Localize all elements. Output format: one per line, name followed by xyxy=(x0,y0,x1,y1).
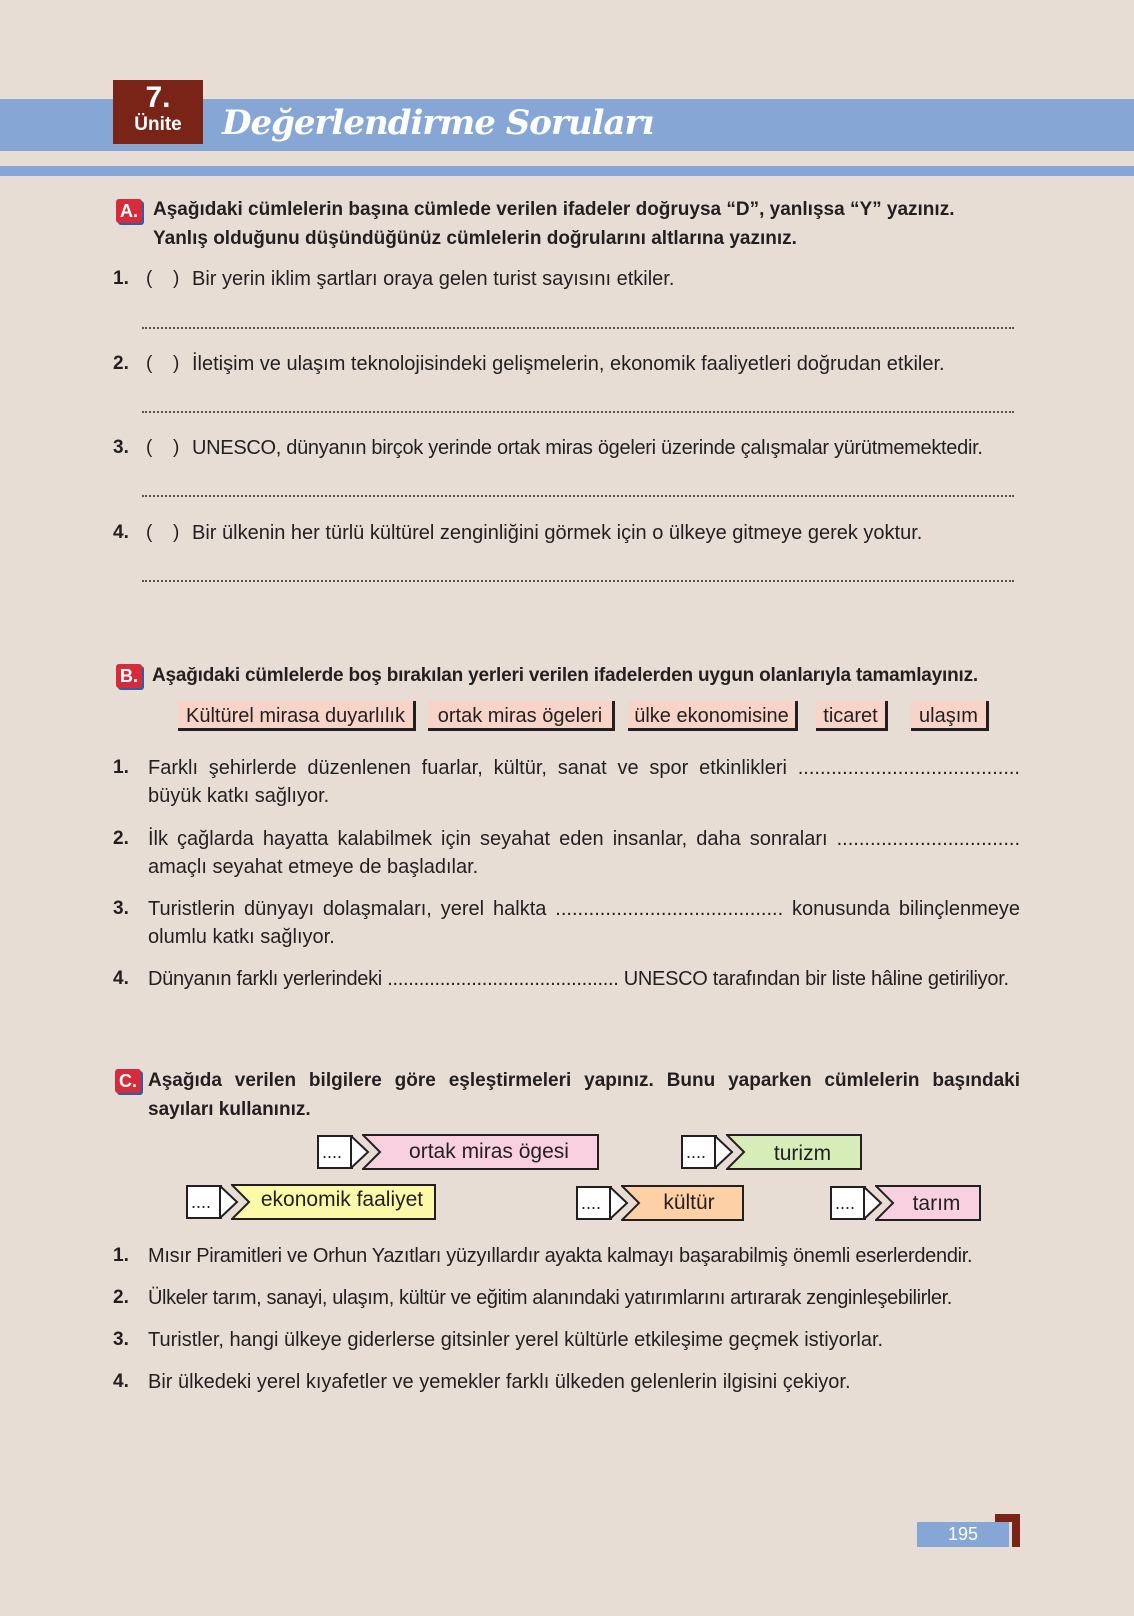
match-blank[interactable]: .... xyxy=(317,1135,353,1169)
match-label: ekonomik faaliyet xyxy=(260,1188,424,1211)
unit-label: Ünite xyxy=(134,114,182,135)
word-bank-item[interactable]: Kültürel mirasa duyarlılık xyxy=(178,701,416,731)
item-text-line2: büyük katkı sağlıyor. xyxy=(148,785,330,807)
item-text: Ülkeler tarım, sanayi, ulaşım, kültür ve eğitim alanındaki yatırımlarını artırarak zenginleşebilirler. xyxy=(148,1287,952,1309)
page-number: 195 xyxy=(917,1522,1009,1547)
item-number: 1. xyxy=(113,757,129,778)
item-number: 2. xyxy=(113,1287,129,1308)
item-text: Bir yerin iklim şartları oraya gelen turist sayısını etkiler. xyxy=(192,268,675,290)
answer-paren-close: ) xyxy=(173,437,180,458)
answer-paren-close: ) xyxy=(173,522,180,543)
word-bank-item[interactable]: ticaret xyxy=(816,701,888,731)
item-text: Turistler, hangi ülkeye giderlerse gitsinler yerel kültürle etkileşime geçmek istiyorlar. xyxy=(148,1329,884,1351)
section-b-badge: B. xyxy=(116,664,142,688)
item-text: Bir ülkedeki yerel kıyafetler ve yemekler farklı ülkeden gelenlerin ilgisini çekiyor. xyxy=(148,1371,851,1393)
section-b-instruction: Aşağıdaki cümlelerde boş bırakılan yerleri verilen ifadelerden uygun olanlarıyla tamamlayınız. xyxy=(152,665,978,686)
section-c-instruction-line1: Aşağıda verilen bilgilere göre eşleştirmeleri yapınız. Bunu yaparken cümlelerin başındaki xyxy=(148,1070,1020,1091)
item-number: 4. xyxy=(113,968,129,989)
item-text-line1: İlk çağlarda hayatta kalabilmek için seyahat eden insanlar, daha sonraları ................................. xyxy=(148,828,1020,850)
item-number: 3. xyxy=(113,898,129,919)
section-c-instruction-line2: sayıları kullanınız. xyxy=(148,1099,311,1120)
answer-line[interactable] xyxy=(142,495,1014,497)
item-number: 3. xyxy=(113,1329,129,1350)
item-text: İletişim ve ulaşım teknolojisindeki gelişmelerin, ekonomik faaliyetleri doğrudan etkiler. xyxy=(192,353,945,375)
section-a-instruction-line1: Aşağıdaki cümlelerin başına cümlede verilen ifadeler doğruysa “D”, yanlışsa “Y” yazınız. xyxy=(153,199,955,220)
match-label: turizm xyxy=(773,1142,832,1165)
item-number: 2. xyxy=(113,828,129,849)
item-text: UNESCO, dünyanın birçok yerinde ortak miras ögeleri üzerinde çalışmalar yürütmemektedir. xyxy=(192,437,983,459)
match-label: ortak miras ögesi xyxy=(409,1140,569,1163)
item-number: 1. xyxy=(113,1245,129,1266)
item-text-line2: amaçlı seyahat etmeye de başladılar. xyxy=(148,856,479,878)
answer-line[interactable] xyxy=(142,411,1014,413)
answer-line[interactable] xyxy=(142,327,1014,329)
answer-paren-open: ( xyxy=(146,522,153,543)
word-bank-item[interactable]: ülke ekonomisine xyxy=(628,701,798,731)
answer-paren-open: ( xyxy=(146,353,153,374)
item-text-line1: Farklı şehirlerde düzenlenen fuarlar, kültür, sanat ve spor etkinlikleri ........................................ xyxy=(148,757,1020,779)
item-text-line1: Turistlerin dünyayı dolaşmaları, yerel halkta ......................................... konusunda bilinçlenmeye xyxy=(148,898,1020,920)
section-c-badge: C. xyxy=(115,1069,141,1093)
word-bank-item[interactable]: ortak miras ögeleri xyxy=(428,701,615,731)
answer-paren-open: ( xyxy=(146,268,153,289)
item-number: 3. xyxy=(113,437,129,458)
section-a-badge: A. xyxy=(116,199,142,223)
match-blank[interactable]: .... xyxy=(681,1135,717,1169)
match-label: tarım xyxy=(912,1192,961,1215)
answer-paren-close: ) xyxy=(173,353,180,374)
answer-line[interactable] xyxy=(142,580,1014,582)
answer-paren-open: ( xyxy=(146,437,153,458)
item-number: 2. xyxy=(113,353,129,374)
header-rule xyxy=(0,166,1134,176)
match-label: kültür xyxy=(663,1191,715,1214)
match-blank[interactable]: .... xyxy=(576,1186,612,1220)
item-text-line1: Dünyanın farklı yerlerindeki ............................................ UNESCO tarafından bir liste hâline getiriliyor. xyxy=(148,968,1009,990)
match-blank[interactable]: .... xyxy=(186,1185,222,1219)
item-text: Mısır Piramitleri ve Orhun Yazıtları yüzyıllardır ayakta kalmayı başarabilmiş önemli eserlerdendir. xyxy=(148,1245,973,1267)
word-bank-item[interactable]: ulaşım xyxy=(911,701,989,731)
item-number: 4. xyxy=(113,522,129,543)
match-blank[interactable]: .... xyxy=(830,1186,866,1220)
item-text: Bir ülkenin her türlü kültürel zenginliğini görmek için o ülkeye gitmeye gerek yoktur. xyxy=(192,522,923,544)
answer-paren-close: ) xyxy=(173,268,180,289)
item-text-line2: olumlu katkı sağlıyor. xyxy=(148,926,335,948)
corner-mark xyxy=(1012,1514,1020,1547)
item-number: 1. xyxy=(113,268,129,289)
unit-number: 7. xyxy=(145,81,171,114)
page-title: Değerlendirme Soruları xyxy=(222,103,654,143)
unit-badge xyxy=(113,80,203,144)
section-a-instruction-line2: Yanlış olduğunu düşündüğünüz cümlelerin doğrularını altlarına yazınız. xyxy=(153,228,797,249)
item-number: 4. xyxy=(113,1371,129,1392)
